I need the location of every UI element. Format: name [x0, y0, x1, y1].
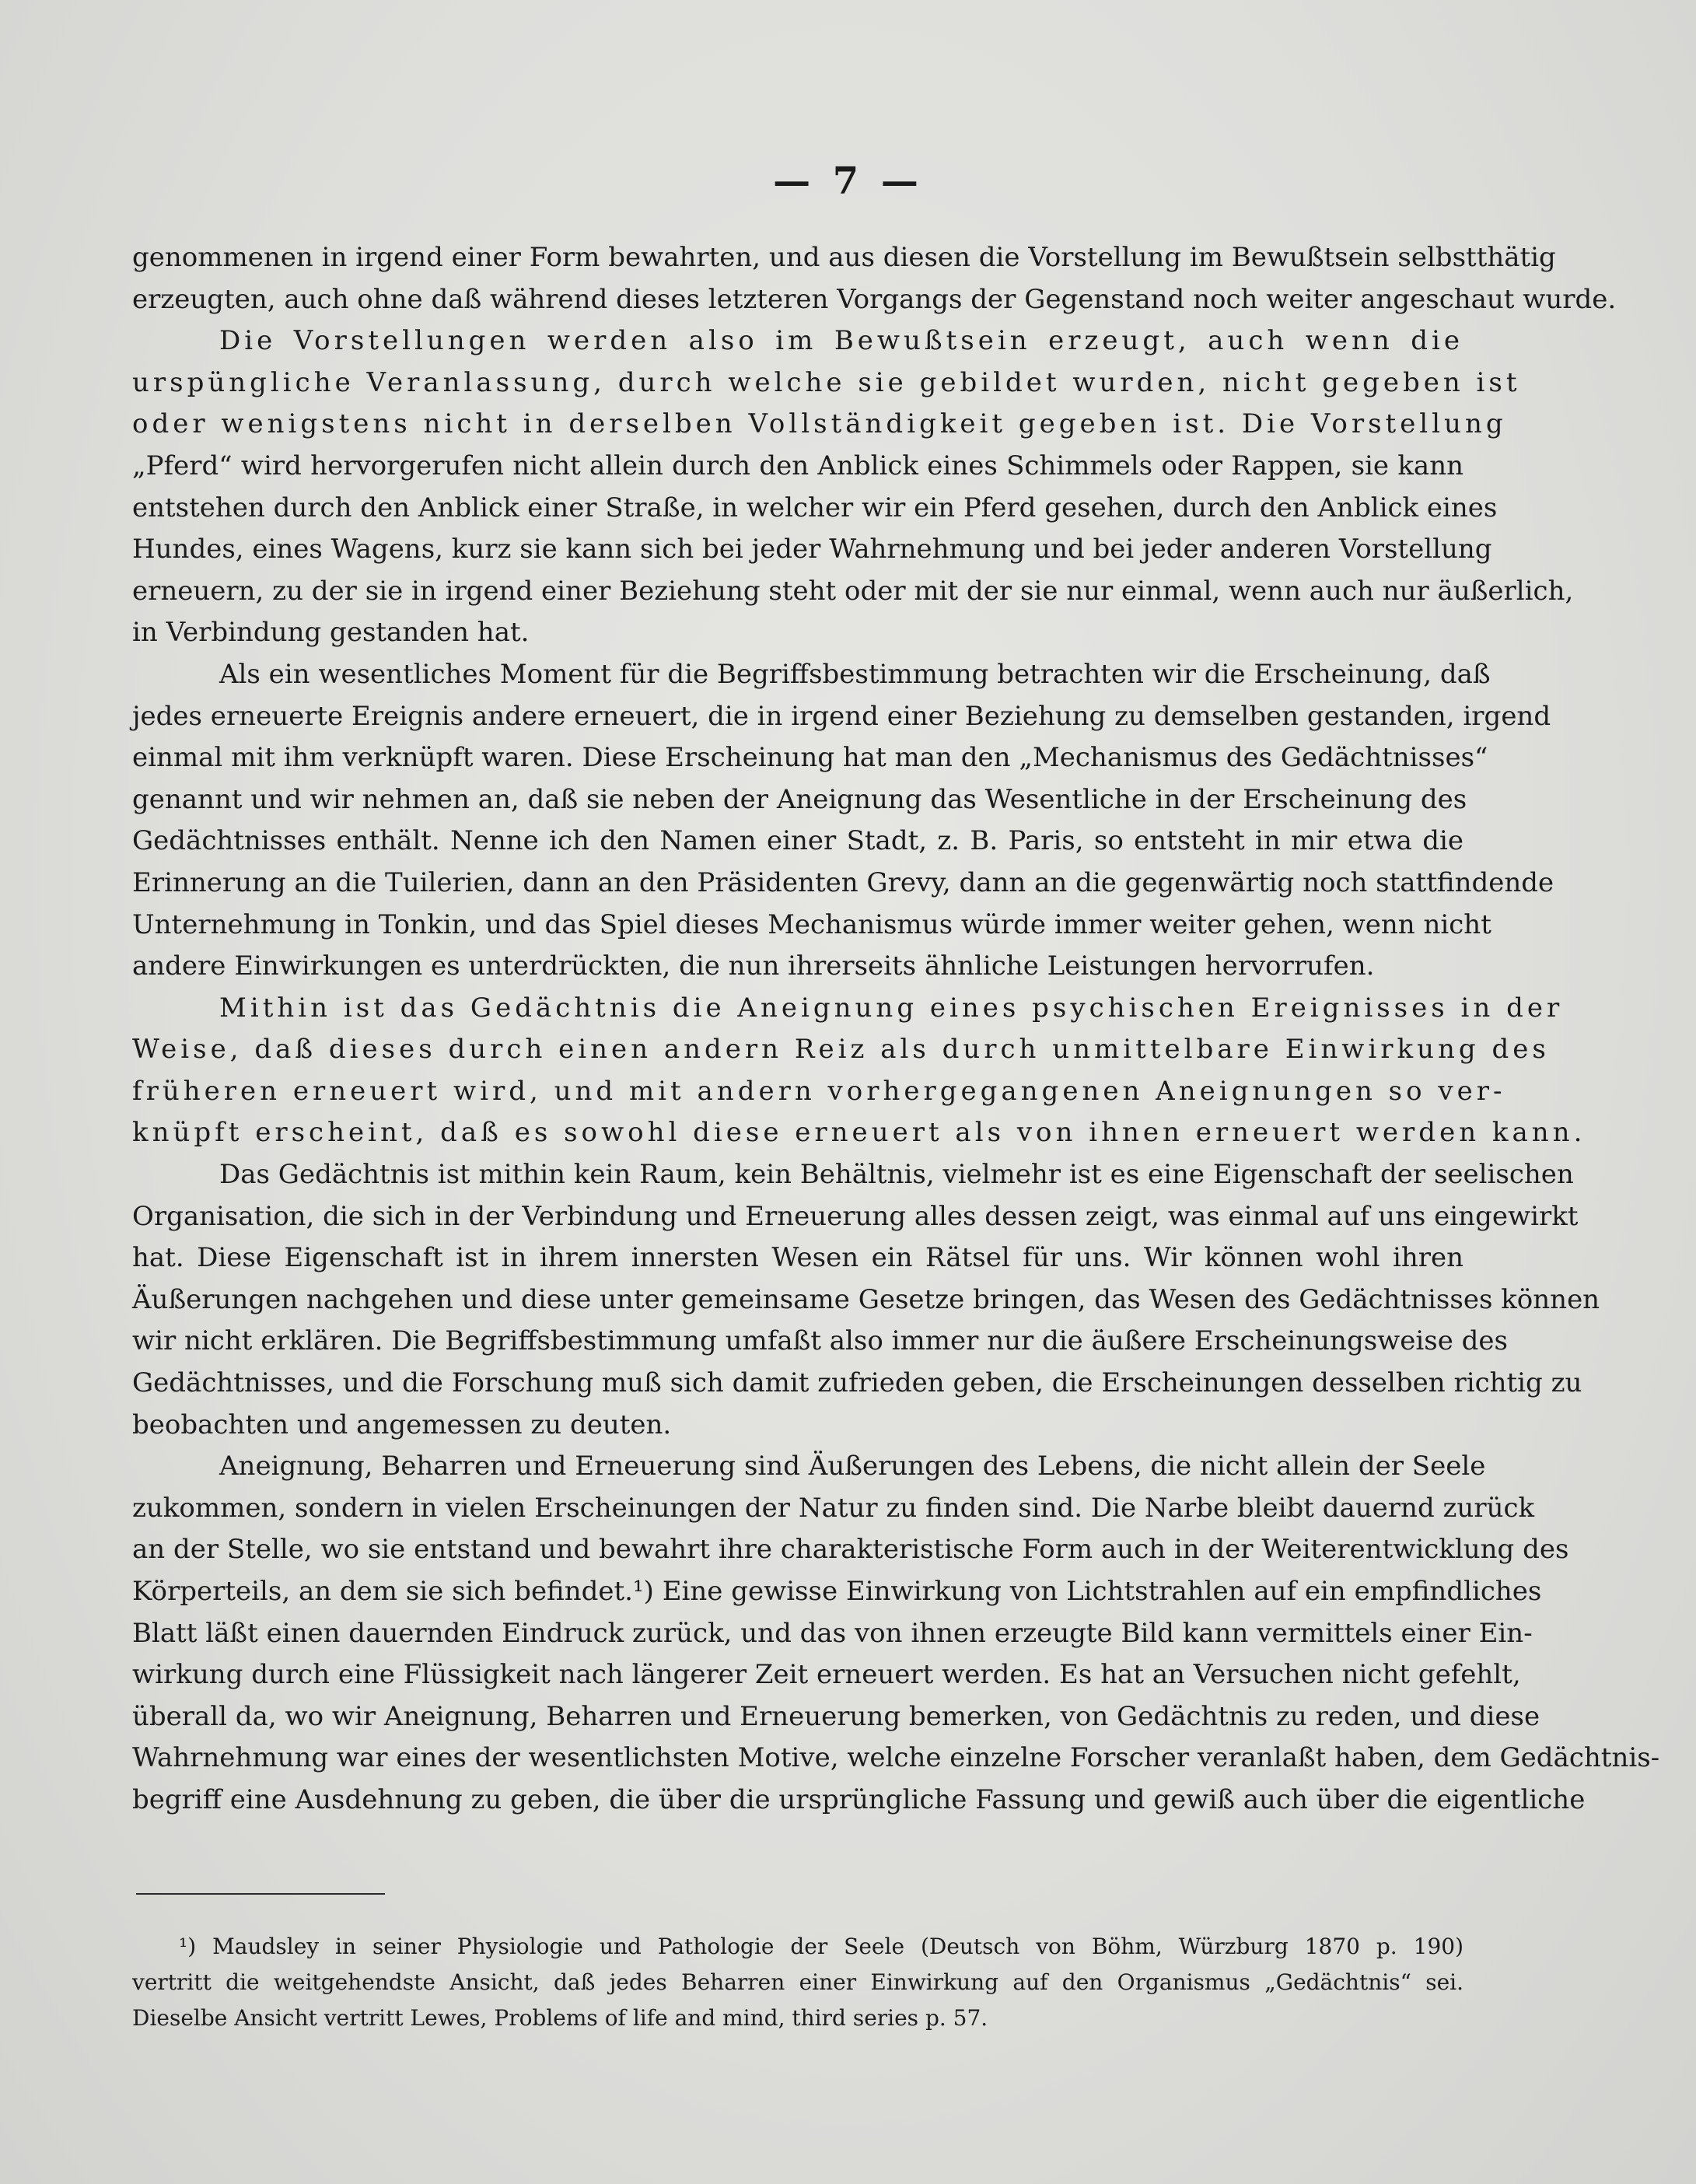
text-line: Gedächtnisses enthält. Nenne ich den Namen einer Stadt, z. B. Paris, so entsteht in mir etwa die — [132, 825, 1463, 857]
text-line: zukommen, sondern in vielen Erscheinungen der Natur zu finden sind. Die Narbe bleibt dauernd zurück — [132, 1492, 1535, 1524]
text-line: andere Einwirkungen es unterdrückten, die nun ihrerseits ähnliche Leistungen hervorrufen. — [132, 950, 1375, 982]
text-line: Unternehmung in Tonkin, und das Spiel dieses Mechanismus würde immer weiter gehen, wenn nicht — [132, 908, 1491, 940]
text-line: in Verbindung gestanden hat. — [132, 617, 530, 649]
footnote-line: Dieselbe Ansicht vertritt Lewes, Problems of life and mind, third series p. 57. — [132, 2005, 988, 2031]
text-line: Mithin ist das Gedächtnis die Aneignung eines psychischen Ereignisses in der — [219, 992, 1564, 1024]
page-number: — 7 — — [773, 159, 923, 203]
text-line: erzeugten, auch ohne daß während dieses letzteren Vorgangs der Gegenstand noch weiter angeschaut wurde. — [132, 283, 1617, 315]
text-line: einmal mit ihm verknüpft waren. Diese Erscheinung hat man den „Mechanismus des Gedächtnisses“ — [132, 742, 1488, 774]
text-line: knüpft erscheint, daß es sowohl diese erneuert als von ihnen erneuert werden kann. — [132, 1117, 1586, 1149]
text-line: genommenen in irgend einer Form bewahrten, und aus diesen die Vorstellung im Bewußtsein selbstthätig — [132, 242, 1556, 273]
footnote-line: ¹) Maudsley in seiner Physiologie und Pathologie der Seele (Deutsch von Böhm, Würzburg 1870 p. 190) — [179, 1934, 1463, 1959]
text-line: Als ein wesentliches Moment für die Begriffsbestimmung betrachten wir die Erscheinung, daß — [219, 658, 1491, 690]
text-line: an der Stelle, wo sie entstand und bewahrt ihre charakteristische Form auch in der Weiterentwicklung des — [132, 1534, 1569, 1566]
text-line: urspüngliche Veranlassung, durch welche sie gebildet wurden, nicht gegeben ist — [132, 366, 1521, 398]
text-line: entstehen durch den Anblick einer Straße, in welcher wir ein Pferd gesehen, durch den Anblick eines — [132, 492, 1498, 523]
text-line: genannt und wir nehmen an, daß sie neben der Aneignung das Wesentliche in der Erscheinung des — [132, 783, 1467, 815]
text-line: wirkung durch eine Flüssigkeit nach längerer Zeit erneuert werden. Es hat an Versuchen nicht gefehlt, — [132, 1659, 1521, 1691]
text-line: Aneignung, Beharren und Erneuerung sind Äußerungen des Lebens, die nicht allein der Seele — [219, 1451, 1486, 1482]
text-line: oder wenigstens nicht in derselben Vollständigkeit gegeben ist. Die Vorstellung — [132, 408, 1507, 440]
footnote-divider — [136, 1893, 385, 1895]
text-line: begriff eine Ausdehnung zu geben, die über die ursprüngliche Fassung und gewiß auch über die eigentliche — [132, 1783, 1586, 1815]
text-line: Organisation, die sich in der Verbindung und Erneuerung alles dessen zeigt, was einmal auf uns eingewirkt — [132, 1200, 1579, 1232]
text-line: beobachten und angemessen zu deuten. — [132, 1409, 672, 1440]
text-line: jedes erneuerte Ereignis andere erneuert, die in irgend einer Beziehung zu demselben gestanden, irgend — [132, 700, 1551, 732]
text-line: Äußerungen nachgehen und diese unter gemeinsame Gesetze bringen, das Wesen des Gedächtnisses können — [132, 1283, 1600, 1315]
text-line: Weise, daß dieses durch einen andern Reiz als durch unmittelbare Einwirkung des — [132, 1034, 1550, 1066]
text-line: hat. Diese Eigenschaft ist in ihrem innersten Wesen ein Rätsel für uns. Wir können wohl ihren — [132, 1242, 1463, 1274]
main-text — [132, 237, 1660, 1822]
footnote-line: vertritt die weitgehendste Ansicht, daß jedes Beharren einer Einwirkung auf den Organismus „Gedächtnis“ sei. — [132, 1969, 1463, 1995]
text-line: Wahrnehmung war eines der wesentlichsten Motive, welche einzelne Forscher veranlaßt haben, dem Gedächtnis- — [132, 1742, 1660, 1774]
text-line: erneuern, zu der sie in irgend einer Beziehung steht oder mit der sie nur einmal, wenn auch nur äußerlich, — [132, 575, 1574, 607]
text-line: Körperteils, an dem sie sich befindet.¹) Eine gewisse Einwirkung von Lichtstrahlen auf ein empfindliches — [132, 1576, 1542, 1607]
text-line: „Pferd“ wird hervorgerufen nicht allein durch den Anblick eines Schimmels oder Rappen, sie kann — [132, 450, 1463, 481]
text-line: wir nicht erklären. Die Begriffsbestimmung umfaßt also immer nur die äußere Erscheinungsweise des — [132, 1325, 1508, 1357]
text-line: Das Gedächtnis ist mithin kein Raum, kein Behältnis, vielmehr ist es eine Eigenschaft der seelischen — [219, 1159, 1574, 1191]
text-line: Gedächtnisses, und die Forschung muß sich damit zufrieden geben, die Erscheinungen desselben richtig zu — [132, 1367, 1582, 1399]
text-line: Die Vorstellungen werden also im Bewußtsein erzeugt, auch wenn die — [219, 325, 1463, 357]
text-line: Blatt läßt einen dauernden Eindruck zurück, und das von ihnen erzeugte Bild kann vermittels einer Ein- — [132, 1617, 1533, 1649]
footnotes — [132, 1929, 1463, 2036]
text-line: Erinnerung an die Tuilerien, dann an den Präsidenten Grevy, dann an die gegenwärtig noch stattfindende — [132, 866, 1554, 898]
text-line: Hundes, eines Wagens, kurz sie kann sich bei jeder Wahrnehmung und bei jeder anderen Vorstellung — [132, 534, 1492, 565]
text-line: überall da, wo wir Aneignung, Beharren und Erneuerung bemerken, von Gedächtnis zu reden, und diese — [132, 1700, 1540, 1732]
text-line: früheren erneuert wird, und mit andern vorhergegangenen Aneignungen so ver- — [132, 1075, 1506, 1107]
